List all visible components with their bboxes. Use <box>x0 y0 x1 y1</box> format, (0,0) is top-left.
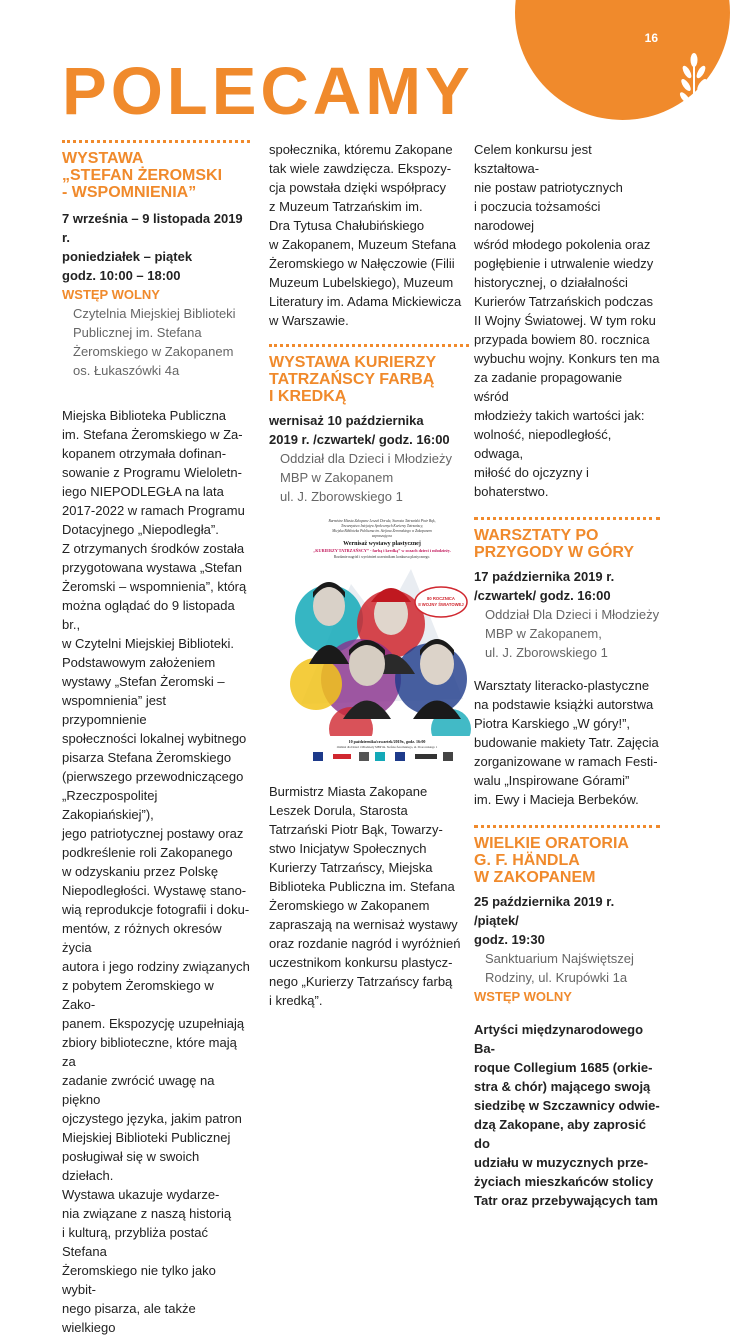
poster-text: Towarzystwo Inicjatyw Społecznych Kurierzy Tatrzańscy, <box>340 524 424 528</box>
text-line: tak wiele zawdzięcza. Ekspozy- <box>269 161 452 176</box>
text-line: Leszek Dorula, Starosta <box>269 803 408 818</box>
event-heading: WYSTAWA KURIERZY TATRZAŃSCY FARBĄ I KREDKĄ <box>269 354 437 405</box>
column-2 <box>269 140 469 1010</box>
text-line: im. Ewy i Macieja Berbeków. <box>474 792 639 807</box>
event-description <box>474 1020 660 1210</box>
event-poster <box>291 514 473 764</box>
text-line: Warsztaty literacko-plastyczne <box>474 678 650 693</box>
text-line: Wystawa ukazuje wydarze- <box>62 1187 220 1202</box>
text-line: Piotra Karskiego „W góry!”, <box>474 716 631 731</box>
poster-invite: Wernisaż wystawy plastycznej <box>343 541 421 547</box>
text-line: Podstawowym założeniem <box>62 655 216 670</box>
text-line: i poczucia tożsamości narodowej <box>474 199 601 233</box>
event-description <box>269 782 469 1010</box>
text-line: zorganizowane w ramach Festi- <box>474 754 658 769</box>
text-line: iego NIEPODLEGŁA na lata <box>62 484 224 499</box>
poster-text: Burmistrz Miasta Zakopane Leszek Dorula, Starosta Tatrzański Piotr Bąk, <box>328 519 436 523</box>
poster-badge-text: 80 ROCZNICA <box>427 596 455 601</box>
text-line: siedzibę w Szczawnicy odwie- <box>474 1098 660 1113</box>
text-line: Żeromskiego w Zakopanem <box>269 898 430 913</box>
dotted-divider <box>474 517 660 520</box>
wheat-icon <box>674 52 712 112</box>
text-line: i kulturą, przybliża postać Stefana <box>62 1225 208 1259</box>
text-line: mentów, z różnych okresów życia <box>62 921 222 955</box>
free-entry-label: WSTĘP WOLNY <box>62 287 160 302</box>
text-line: przygotowana wystawa „Stefan <box>62 560 242 575</box>
poster-artwork <box>291 514 473 764</box>
text-line: oraz rozdanie nagród i wyróżnień <box>269 936 461 951</box>
text-line: Tatr oraz przebywających tam <box>474 1193 658 1208</box>
page-number: 16 <box>644 31 658 45</box>
text-line: Kurierzy Tatrzańscy, Miejska <box>269 860 433 875</box>
poster-subtitle: „KURIERZY TATRZAŃSCY” - farbą i kredką” w oczach dzieci i młodzieży. <box>313 548 451 553</box>
page-title: POLECAMY <box>62 54 474 129</box>
text-line: wystawy „Stefan Żeromski – <box>62 674 225 689</box>
text-line: Żeromskiego w Nałęczowie (Filii <box>269 256 455 271</box>
text-line: Biblioteka Publiczna im. Stefana <box>269 879 455 894</box>
text-line: udziału w muzycznych prze- <box>474 1155 649 1170</box>
text-line: kopanem otrzymała dofinan- <box>62 446 227 461</box>
text-line: w Zakopanem, Muzeum Stefana <box>269 237 457 252</box>
text-line: nego „Kurierzy Tatrzańscy farbą <box>269 974 453 989</box>
event-dates: 7 września – 9 listopada 2019 r. poniedziałek – piątek godz. 10:00 – 18:00 <box>62 211 243 283</box>
text-line: Miejskiej Biblioteki Publicznej <box>62 1130 231 1145</box>
text-line: społecznika, któremu Zakopane <box>269 142 453 157</box>
text-line: wspomnienia” jest przypomnienie <box>62 693 167 727</box>
event-venue: Sanktuarium Najświętszej Rodziny, ul. Krupówki 1a <box>485 951 634 985</box>
text-line: wią reprodukcje fotografii i doku- <box>62 902 250 917</box>
text-line: Dra Tytusa Chałubińskiego <box>269 218 425 233</box>
text-line: jego patriotycznej postawy oraz <box>62 826 244 841</box>
text-line: Artyści międzynarodowego Ba- <box>474 1022 644 1056</box>
text-line: Dotacyjnego „Niepodległa”. <box>62 522 219 537</box>
text-line: uczestnikom konkursu plastycz- <box>269 955 453 970</box>
column-3 <box>474 140 660 1210</box>
text-line: Literatury im. Adama Mickiewicza <box>269 294 462 309</box>
text-line: stwo Inicjatyw Społecznych <box>269 841 427 856</box>
dotted-divider <box>474 825 660 828</box>
text-line: życiach mieszkańców stolicy <box>474 1174 654 1189</box>
text-line: za zadanie propagowanie wśród <box>474 370 623 404</box>
event-venue: Oddział dla Dzieci i Młodzieży MBP w Zakopanem ul. J. Zborowskiego 1 <box>280 451 452 504</box>
text-line: Z otrzymanych środków została <box>62 541 245 556</box>
text-line: nie postaw patriotycznych <box>474 180 623 195</box>
text-line: budowanie makiety Tatr. Zajęcia <box>474 735 659 750</box>
text-line: można oglądać do 9 listopada br., <box>62 598 235 632</box>
text-line: młodzieży takich wartości jak: <box>474 408 645 423</box>
text-line: im. Stefana Żeromskiego w Za- <box>62 427 243 442</box>
poster-subtitle: Rozdanie nagród i wyróżnień uczestnikom konkursu plastycznego. <box>333 555 431 559</box>
text-line: 2017-2022 w ramach Programu <box>62 503 245 518</box>
text-line: (pierwszego przewodniczącego <box>62 769 244 784</box>
text-line: społeczności lokalnej wybitnego <box>62 731 247 746</box>
event-dates: wernisaż 10 października 2019 r. /czwartek/ godz. 16:00 <box>269 413 450 447</box>
text-line: w Warszawie. <box>269 313 349 328</box>
text-line: przypada bowiem 80. rocznica <box>474 332 650 347</box>
event-heading: WIELKIE ORATORIA G. F. HÄNDLA W ZAKOPANEM <box>474 835 629 886</box>
poster-badge-text: II WOJNY ŚWIATOWEJ <box>418 602 464 607</box>
text-line: nia związane z naszą historią <box>62 1206 232 1221</box>
text-line: Muzeum Lubelskiego), Muzeum <box>269 275 454 290</box>
event-description-continued <box>269 140 469 330</box>
text-line: Tatrzański Piotr Bąk, Towarzy- <box>269 822 443 837</box>
text-line: miłość do ojczyzny i bohaterstwo. <box>474 465 589 499</box>
text-line: wolność, niepodległość, odwaga, <box>474 427 612 461</box>
event-heading: WYSTAWA „STEFAN ŻEROMSKI - WSPOMNIENIA” <box>62 150 223 201</box>
text-line: zadanie zwrócić uwagę na piękno <box>62 1073 215 1107</box>
text-line: Miejska Biblioteka Publiczna <box>62 408 227 423</box>
event-description <box>474 676 660 809</box>
text-line: Celem konkursu jest kształtowa- <box>474 142 592 176</box>
text-line: stra & chór) mającego swoją <box>474 1079 651 1094</box>
text-line: Żeromski – wspomnienia”, którą <box>62 579 247 594</box>
event-venue: Czytelnia Miejskiej Biblioteki Publicznej im. Stefana Żeromskiego w Zakopanem os. Łukaszówki 4a <box>73 306 236 378</box>
poster-text: zapraszają na <box>371 534 393 538</box>
event-heading: WARSZTATY PO PRZYGODY W GÓRY <box>474 527 635 561</box>
text-line: na podstawie książki autorstwa <box>474 697 654 712</box>
page-corner <box>610 0 720 120</box>
event-dates: 25 października 2019 r. /piątek/ godz. 19:30 <box>474 894 615 947</box>
text-line: Żeromskiego nie tylko jako wybit- <box>62 1263 216 1297</box>
event-dates: 17 października 2019 r. /czwartek/ godz. 16:00 <box>474 569 615 603</box>
text-line: wybuchu wojny. Konkurs ten ma <box>474 351 660 366</box>
text-line: zbiory biblioteczne, które mają za <box>62 1035 237 1069</box>
text-line: wśród młodego pokolenia oraz <box>474 237 651 252</box>
text-line: z pobytem Żeromskiego w Zako- <box>62 978 214 1012</box>
text-line: i kredką”. <box>269 993 323 1008</box>
text-line: w Czytelni Miejskiej Biblioteki. <box>62 636 234 651</box>
text-line: pisarza Stefana Żeromskiego <box>62 750 232 765</box>
text-line: pogłębienie i utrwalenie wiedzy <box>474 256 654 271</box>
text-line: panem. Ekspozycję uzupełniają <box>62 1016 245 1031</box>
event-venue: Oddział Dla Dzieci i Młodzieży MBP w Zakopanem, ul. J. Zborowskiego 1 <box>485 607 660 660</box>
poster-footer: 10 października/czwartek/2019r., godz. 16:00 <box>348 739 426 744</box>
text-line: „Rzeczpospolitej Zakopiańskiej”), <box>62 788 158 822</box>
text-line: ojczystego języka, jakim patron <box>62 1111 242 1126</box>
event-description-continued <box>474 140 660 501</box>
text-line: w odzyskaniu przez Polskę <box>62 864 219 879</box>
text-line: dzą Zakopane, aby zaprosić do <box>474 1117 646 1151</box>
text-line: posługiwał się w swoich dziełach. <box>62 1149 200 1183</box>
poster-footer: Oddział dla Dzieci i Młodzieży MBP im. Stefana Żeromskiego, ul. Zborowskiego 1 <box>336 745 438 749</box>
text-line: sowanie z Programu Wieloletn- <box>62 465 242 480</box>
poster-text: Miejska Biblioteka Publiczna im. Stefana Żeromskiego w Zakopanem <box>332 529 432 533</box>
dotted-divider <box>62 140 250 143</box>
text-line: historycznej, o działalności <box>474 275 628 290</box>
event-description <box>62 406 250 1337</box>
text-line: autora i jego rodziny związanych <box>62 959 250 974</box>
text-line: II Wojny Światowej. W tym roku <box>474 313 656 328</box>
text-line: Burmistrz Miasta Zakopane <box>269 784 428 799</box>
text-line: walu „Inspirowane Górami” <box>474 773 630 788</box>
text-line: roque Collegium 1685 (orkie- <box>474 1060 653 1075</box>
text-line: cja powstała dzięki współpracy <box>269 180 447 195</box>
dotted-divider <box>269 344 469 347</box>
text-line: z Muzeum Tatrzańskim im. <box>269 199 423 214</box>
text-line: zapraszają na wernisaż wystawy <box>269 917 458 932</box>
column-1 <box>62 140 250 1337</box>
text-line: Niepodległości. Wystawę stano- <box>62 883 247 898</box>
text-line: nego pisarza, ale także wielkiego <box>62 1301 196 1335</box>
text-line: podkreślenie roli Zakopanego <box>62 845 233 860</box>
free-entry-label: WSTĘP WOLNY <box>474 989 572 1004</box>
text-line: Kurierów Tatrzańskich podczas <box>474 294 653 309</box>
